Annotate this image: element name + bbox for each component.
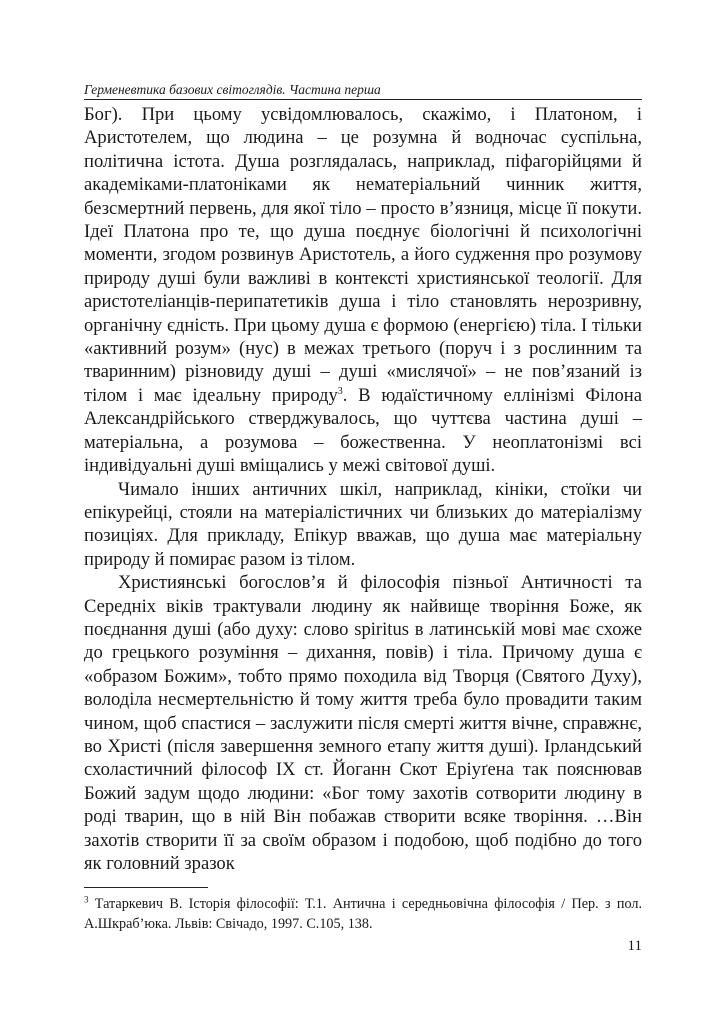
- footnote: [84, 895, 642, 934]
- paragraph-1-text-b: . В юдаїстичному еллінізмі Філона Александрійського стверджувалось, що чуттєва частина душі – матеріальна, а розумова – божественна. У неоплатонізмі всі індивідуальні душі вміщались у межі світової душі.: [84, 384, 642, 477]
- paragraph-1-text-a: Бог). При цьому усвідомлювалось, скажімо, і Платоном, і Аристотелем, що людина – це розумна й водночас суспільна, політична істота. Душа розглядалась, наприклад, піфагорійцями й академіками-платоніками як нематеріальний чинник життя, безсмертний первень, для якої тіло – просто в’язниця, місце її покути. Ідеї Платона про те, що душа поєднує біологічні й психологічні моменти, згодом розвинув Аристотель, а його судження про розумову природу душі були важливі в контексті християнської теології. Для аристотеліанців-перипатетиків душа і тіло становлять нерозривну, органічну єдність. При цьому душа є формою (енергією) тіла. І тільки «активний розум» (нус) в межах третього (поруч і з рослинним та тваринним) різновиду душі – душі «мислячої» – не пов’язаний із тілом і має ідеальну природу: [84, 104, 642, 406]
- footnote-text: Татаркевич В. Історія філософії: Т.1. Антична і середньовічна філософія / Пер. з пол. А.Шкраб’юка. Львів: Свічадо, 1997. С.105, 138.: [84, 896, 642, 932]
- paragraph-2: Чимало інших античних шкіл, наприклад, кініки, стоїки чи епікурейці, стояли на матеріалістичних чи близьких до матеріалізму позиціях. Для прикладу, Епікур вважав, що душа має матеріальну природу й помирає разом із тілом.: [84, 478, 642, 570]
- page-number: 11: [627, 938, 642, 954]
- paragraph-3: Християнські богослов’я й філософія пізньої Античності та Середніх віків трактували людину як найвище творіння Боже, як поєднання душі (або духу: слово spiritus в латинській мові має схоже до грецького розуміння – дихання, повів) і тіла. Причому душа є «образом Божим», тобто прямо походила від Творця (Святого Духу), володіла несмертельністю й тому життя треба було провадити таким чином, щоб спастися – заслужити після смерті життя вічне, справжнє, во Христі (після завершення земного етапу життя душі). Ірландський схоластичний філософ IX ст. Йоганн Скот Еріуґена так пояснював Божий задум щодо людини: «Бог тому захотів сотворити людину в роді тварин, що в ній Він побажав створити всяке творіння. …Він захотів створити її за своїм образом і подобою, щоб подібно до того як головний зразок: [84, 572, 642, 874]
- footnote-reference[interactable]: 3: [337, 385, 343, 397]
- running-header: Герменевтика базових світоглядів. Частина перша: [84, 82, 642, 100]
- paragraph-1: [84, 103, 642, 478]
- body-text: [84, 103, 642, 875]
- footnote-divider: [84, 887, 208, 888]
- footnote-number: 3: [84, 894, 89, 905]
- book-page: [84, 0, 642, 1024]
